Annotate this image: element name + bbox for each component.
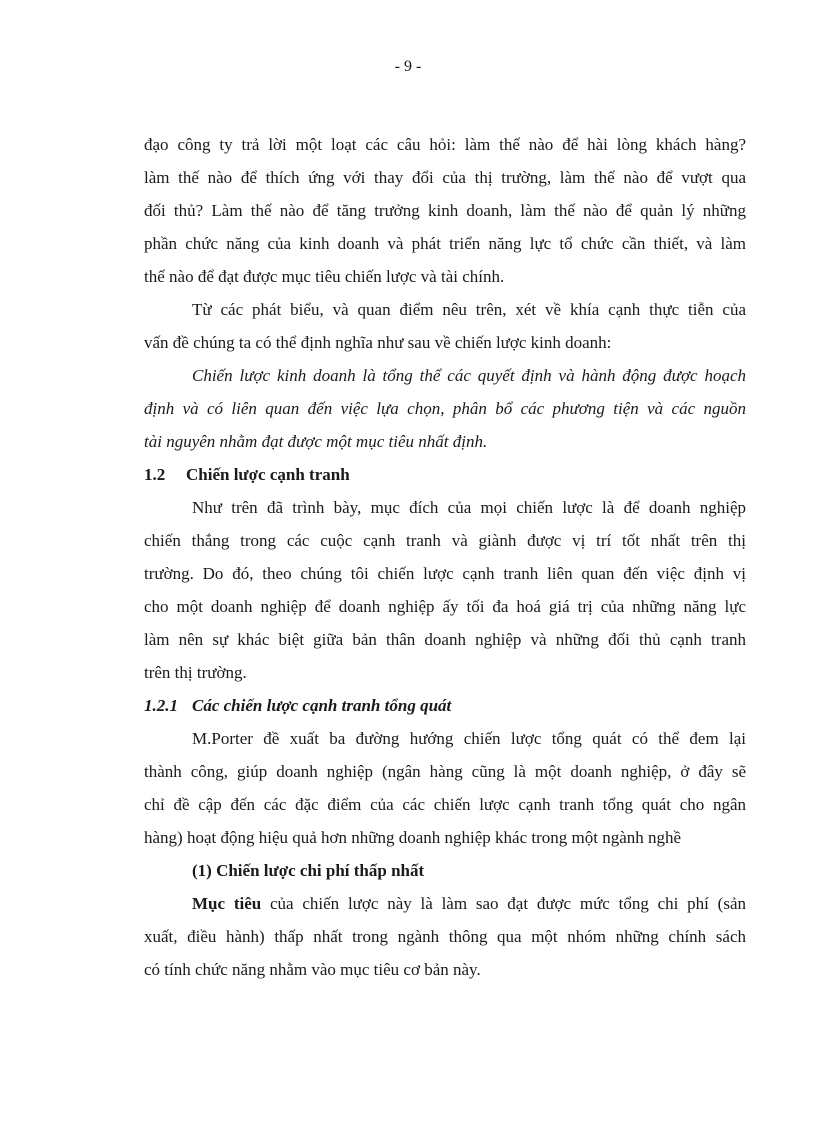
definition-line: tài nguyên nhằm đạt được một mục tiêu nhất định.: [144, 432, 488, 451]
paragraph-line: đối thủ? Làm thế nào để tăng trưởng kinh doanh, làm thế nào để quản lý những: [144, 201, 746, 220]
definition-line: Chiến lược kinh doanh là tổng thể các quyết định và hành động được hoạch: [192, 366, 746, 385]
section-title: Chiến lược cạnh tranh: [186, 465, 350, 484]
strategy-heading: (1) Chiến lược chi phí thấp nhất: [192, 861, 425, 880]
paragraph-line: làm thế nào để thích ứng với thay đổi của thị trường, làm thế nào để vượt qua: [144, 168, 746, 187]
paragraph-line: xuất, điều hành) thấp nhất trong ngành thông qua một nhóm những chính sách: [144, 927, 746, 946]
page-number: - 9 -: [394, 58, 422, 75]
document-body: [144, 128, 746, 986]
paragraph-line: Từ các phát biểu, và quan điểm nêu trên, xét về khía cạnh thực tiễn của: [192, 300, 746, 319]
section-number: 1.2: [144, 465, 166, 484]
subsection-heading: [144, 689, 746, 722]
paragraph-line: M.Porter đề xuất ba đường hướng chiến lược tổng quát có thể đem lại: [192, 729, 746, 748]
objective-label: Mục tiêu: [192, 894, 262, 913]
subsection-number: 1.2.1: [144, 696, 178, 715]
definition-line: định và có liên quan đến việc lựa chọn, phân bổ các phương tiện và các nguồn: [144, 399, 746, 418]
paragraph-line: cho một doanh nghiệp để doanh nghiệp ấy tối đa hoá giá trị của những năng lực: [144, 597, 746, 616]
paragraph-line: thế nào để đạt được mục tiêu chiến lược và tài chính.: [144, 267, 505, 286]
objective-text: của chiến lược này là làm sao đạt được mức tổng chi phí (sản: [261, 894, 746, 913]
paragraph-line: có tính chức năng nhằm vào mục tiêu cơ bản này.: [144, 960, 481, 979]
paragraph-line: [144, 887, 746, 920]
paragraph-line: chỉ đề cập đến các đặc điểm của các chiến lược cạnh tranh tổng quát cho ngân: [144, 795, 746, 814]
section-heading: [144, 458, 746, 491]
paragraph-line: làm nên sự khác biệt giữa bản thân doanh nghiệp và những đối thủ cạnh tranh: [144, 630, 746, 649]
paragraph-line: trên thị trường.: [144, 663, 247, 682]
subsection-title: Các chiến lược cạnh tranh tổng quát: [192, 696, 452, 715]
paragraph-line: vấn đề chúng ta có thể định nghĩa như sau về chiến lược kinh doanh:: [144, 333, 612, 352]
paragraph-line: trường. Do đó, theo chúng tôi chiến lược cạnh tranh liên quan đến việc định vị: [144, 564, 746, 583]
paragraph-line: phần chức năng của kinh doanh và phát triển năng lực tổ chức cần thiết, và làm: [144, 234, 746, 253]
paragraph-line: Như trên đã trình bày, mục đích của mọi chiến lược là để doanh nghiệp: [192, 498, 746, 517]
paragraph-line: đạo công ty trả lời một loạt các câu hỏi: làm thế nào để hài lòng khách hàng?: [144, 135, 746, 154]
paragraph-line: thành công, giúp doanh nghiệp (ngân hàng cũng là một doanh nghiệp, ở đây sẽ: [144, 762, 746, 781]
paragraph-line: hàng) hoạt động hiệu quả hơn những doanh nghiệp khác trong một ngành nghề: [144, 828, 682, 847]
paragraph-line: chiến thắng trong các cuộc cạnh tranh và giành được vị trí tốt nhất trên thị: [144, 531, 746, 550]
